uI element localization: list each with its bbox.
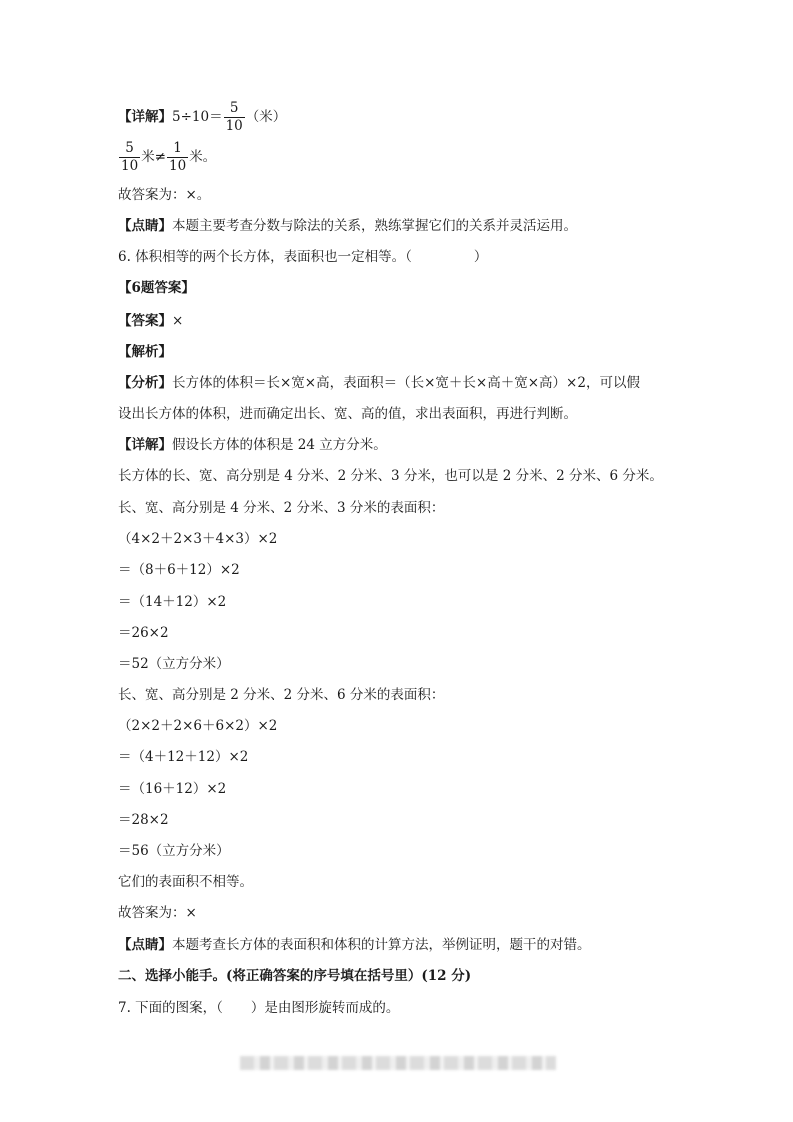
case2-step: ＝（4＋12＋12）×2 — [118, 749, 249, 765]
case2-step: （2×2＋2×6＋6×2）×2 — [118, 718, 278, 734]
not-equal-text: 米≠ — [141, 149, 166, 165]
answer-line: 故答案为：×。 — [118, 187, 211, 203]
case2-step: ＝56（立方分米） — [118, 843, 230, 859]
case1-step: ＝52（立方分米） — [118, 656, 230, 672]
case1-step: ＝26×2 — [118, 625, 169, 641]
analysis-heading: 【解析】 — [118, 344, 172, 360]
inequality-line — [118, 140, 216, 175]
detail-label: 【详解】 — [118, 109, 172, 125]
answer-row-6: 【答案】× — [118, 313, 184, 329]
blurred-footer-watermark — [240, 1056, 556, 1070]
tip-line — [118, 216, 577, 236]
analysis-line-1: 【分析】长方体的体积＝长×宽×高，表面积＝（长×宽＋长×高＋宽×高）×2，可以假 — [118, 375, 640, 391]
case2-title: 长、宽、高分别是 2 分米、2 分米、6 分米的表面积： — [118, 687, 445, 703]
section-2-heading: 二、选择小能手。(将正确答案的序号填在括号里）(12 分) — [118, 968, 472, 984]
detail-expression: 5÷10＝ — [172, 109, 223, 125]
fraction-five-tenths: $\frac{5}{10}$ — [225, 100, 243, 134]
fraction-five-tenths-2: $\frac{5}{10}$ — [121, 140, 139, 174]
unit-text: （米） — [245, 109, 287, 125]
question-6: 6. 体积相等的两个长方体，表面积也一定相等。（ ） — [118, 249, 488, 265]
detail-line-fraction — [118, 100, 286, 135]
not-equal-tail: 米。 — [189, 149, 217, 165]
case1-step: ＝（8＋6＋12）×2 — [118, 562, 240, 578]
final-answer-line: 故答案为：× — [118, 905, 197, 921]
case1-title: 长、宽、高分别是 4 分米、2 分米、3 分米的表面积： — [118, 500, 445, 516]
tip-line-6: 【点睛】本题考查长方体的表面积和体积的计算方法，举例证明，题干的对错。 — [118, 937, 591, 953]
case1-step: （4×2＋2×3＋4×3）×2 — [118, 531, 278, 547]
case2-step: ＝（16＋12）×2 — [118, 781, 227, 797]
question-7: 7. 下面的图案，（ ）是由图形旋转而成的。 — [118, 1000, 400, 1016]
dimensions-line: 长方体的长、宽、高分别是 4 分米、2 分米、3 分米，也可以是 2 分米、2 分米、6 分米。 — [118, 468, 663, 484]
case1-step: ＝（14＋12）×2 — [118, 594, 227, 610]
detail-line-6: 【详解】假设长方体的体积是 24 立方分米。 — [118, 437, 387, 453]
analysis-line-2: 设出长方体的体积，进而确定出长、宽、高的值，求出表面积，再进行判断。 — [118, 406, 577, 422]
tip-text: 本题主要考查分数与除法的关系，熟练掌握它们的关系并灵活运用。 — [172, 218, 577, 234]
tip-label: 【点睛】 — [118, 218, 172, 234]
fraction-one-tenth: $\frac{1}{10}$ — [169, 140, 187, 174]
answer-heading-6: 【6题答案】 — [118, 280, 195, 296]
conclusion-line: 它们的表面积不相等。 — [118, 874, 253, 890]
case2-step: ＝28×2 — [118, 812, 169, 828]
answer-value: × — [172, 313, 184, 329]
